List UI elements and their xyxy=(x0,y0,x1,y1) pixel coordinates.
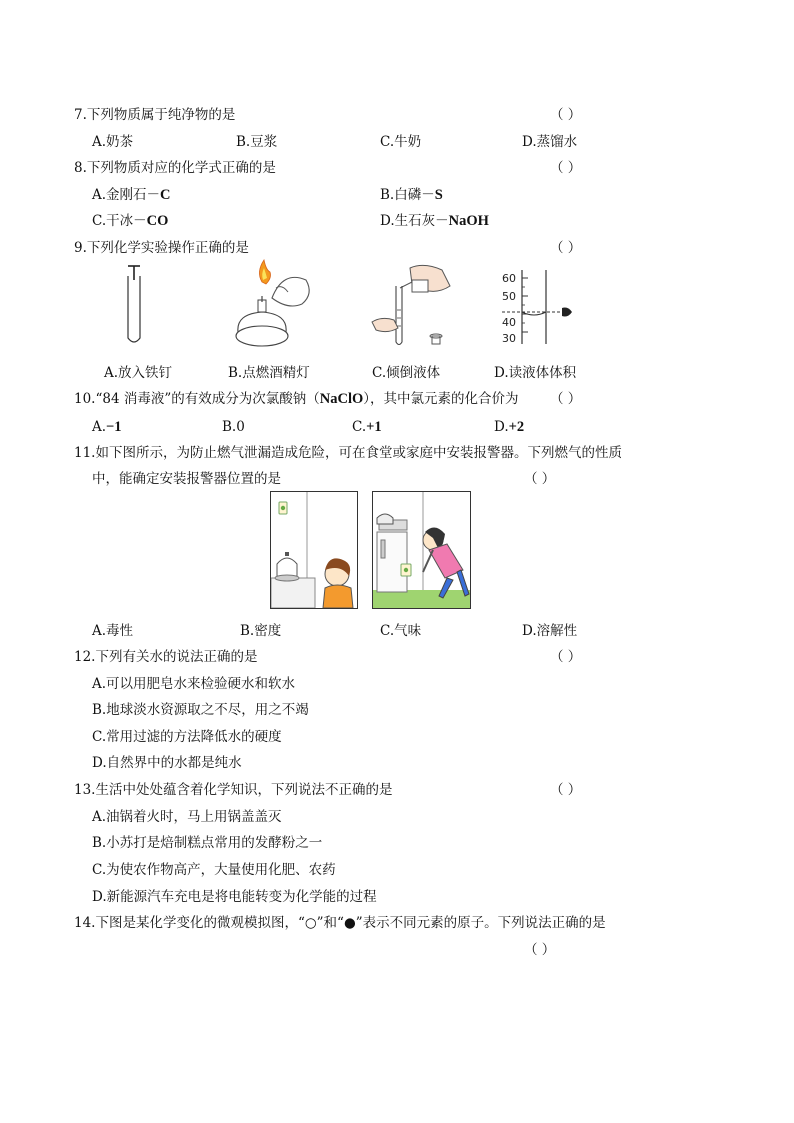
q9-stem: 9.下列化学实验操作正确的是 xyxy=(74,240,249,256)
q12-option-b: B.地球淡水资源取之不尽，用之不竭 xyxy=(92,702,309,718)
alcohol-lamp-figure xyxy=(228,258,323,353)
q14-stem: 14.下图是某化学变化的微观模拟图，“○”和“●”表示不同元素的原子。下列说法正确的是 xyxy=(74,915,606,931)
cylinder-tick-50: 50 xyxy=(502,290,516,303)
q10-answer-paren: （ ） xyxy=(550,391,582,407)
test-tube-nail-figure xyxy=(118,262,158,352)
q8-answer-paren: （ ） xyxy=(550,160,582,176)
q13-option-b: B.小苏打是焙制糕点常用的发酵粉之一 xyxy=(92,835,323,851)
q10-option-b: B.0 xyxy=(222,419,245,435)
q11-stem-line1: 11.如下图所示，为防止燃气泄漏造成危险，可在食堂或家庭中安装报警器。下列燃气的性质 xyxy=(74,445,622,461)
q11-option-d: D.溶解性 xyxy=(522,623,578,639)
q9-option-c: C.倾倒液体 xyxy=(372,365,441,381)
q12-stem: 12.下列有关水的说法正确的是 xyxy=(74,649,258,665)
q11-option-c: C.气味 xyxy=(380,623,422,639)
q12-option-c: C.常用过滤的方法降低水的硬度 xyxy=(92,729,282,745)
q8-formula-d: NaOH xyxy=(448,213,489,229)
q12-answer-paren: （ ） xyxy=(550,649,582,665)
q8-option-d: D.生石灰－NaOH xyxy=(380,213,489,229)
q11-answer-paren: （ ） xyxy=(524,471,556,487)
q8-formula-c: CO xyxy=(146,213,169,229)
q7-option-b: B.豆浆 xyxy=(236,134,278,150)
q10-option-a: A.−1 xyxy=(92,419,122,435)
q9-option-d: D.读液体体积 xyxy=(494,365,577,381)
q11-option-a: A.毒性 xyxy=(92,623,134,639)
q13-answer-paren: （ ） xyxy=(550,782,582,798)
cylinder-tick-40: 40 xyxy=(502,316,516,329)
q9-answer-paren: （ ） xyxy=(550,240,582,256)
gas-alarm-ceiling-figure xyxy=(270,491,358,609)
q7-answer-paren: （ ） xyxy=(550,107,582,123)
q8-formula-b: S xyxy=(434,187,443,203)
cylinder-tick-30: 30 xyxy=(502,332,516,345)
q13-stem: 13.生活中处处蕴含着化学知识，下列说法不正确的是 xyxy=(74,782,393,798)
q10-stem: 10.“84 消毒液”的有效成分为次氯酸钠（NaClO），其中氯元素的化合价为 xyxy=(74,391,519,407)
q14-answer-paren: （ ） xyxy=(524,942,556,958)
graduated-cylinder-figure xyxy=(498,268,584,348)
q10-formula: NaClO xyxy=(319,391,364,407)
q11-option-b: B.密度 xyxy=(240,623,282,639)
q12-option-d: D.自然界中的水都是纯水 xyxy=(92,755,242,771)
q10-option-d: D.+2 xyxy=(494,419,525,435)
q13-option-c: C.为使农作物高产，大量使用化肥、农药 xyxy=(92,862,336,878)
gas-alarm-floor-figure xyxy=(372,491,471,609)
q8-option-a: A.金刚石－C xyxy=(92,187,171,203)
q9-option-b: B.点燃酒精灯 xyxy=(228,365,310,381)
q7-option-a: A.奶茶 xyxy=(92,134,134,150)
q13-option-d: D.新能源汽车充电是将电能转变为化学能的过程 xyxy=(92,889,377,905)
q7-option-c: C.牛奶 xyxy=(380,134,422,150)
q10-option-c: C.+1 xyxy=(352,419,382,435)
q8-option-c: C.干冰－CO xyxy=(92,213,169,229)
q9-option-a: A.放入铁钉 xyxy=(104,365,173,381)
q8-stem: 8.下列物质对应的化学式正确的是 xyxy=(74,160,276,176)
q13-option-a: A.油锅着火时，马上用锅盖盖灭 xyxy=(92,809,282,825)
q11-stem-line2: 中，能确定安装报警器位置的是 xyxy=(92,471,281,487)
q12-option-a: A.可以用肥皂水来检验硬水和软水 xyxy=(92,676,296,692)
pouring-liquid-figure xyxy=(368,260,458,355)
q7-option-d: D.蒸馏水 xyxy=(522,134,578,150)
q8-option-b: B.白磷－S xyxy=(380,187,443,203)
q8-formula-a: C xyxy=(160,187,171,203)
q7-stem: 7.下列物质属于纯净物的是 xyxy=(74,107,236,123)
cylinder-tick-60: 60 xyxy=(502,272,516,285)
